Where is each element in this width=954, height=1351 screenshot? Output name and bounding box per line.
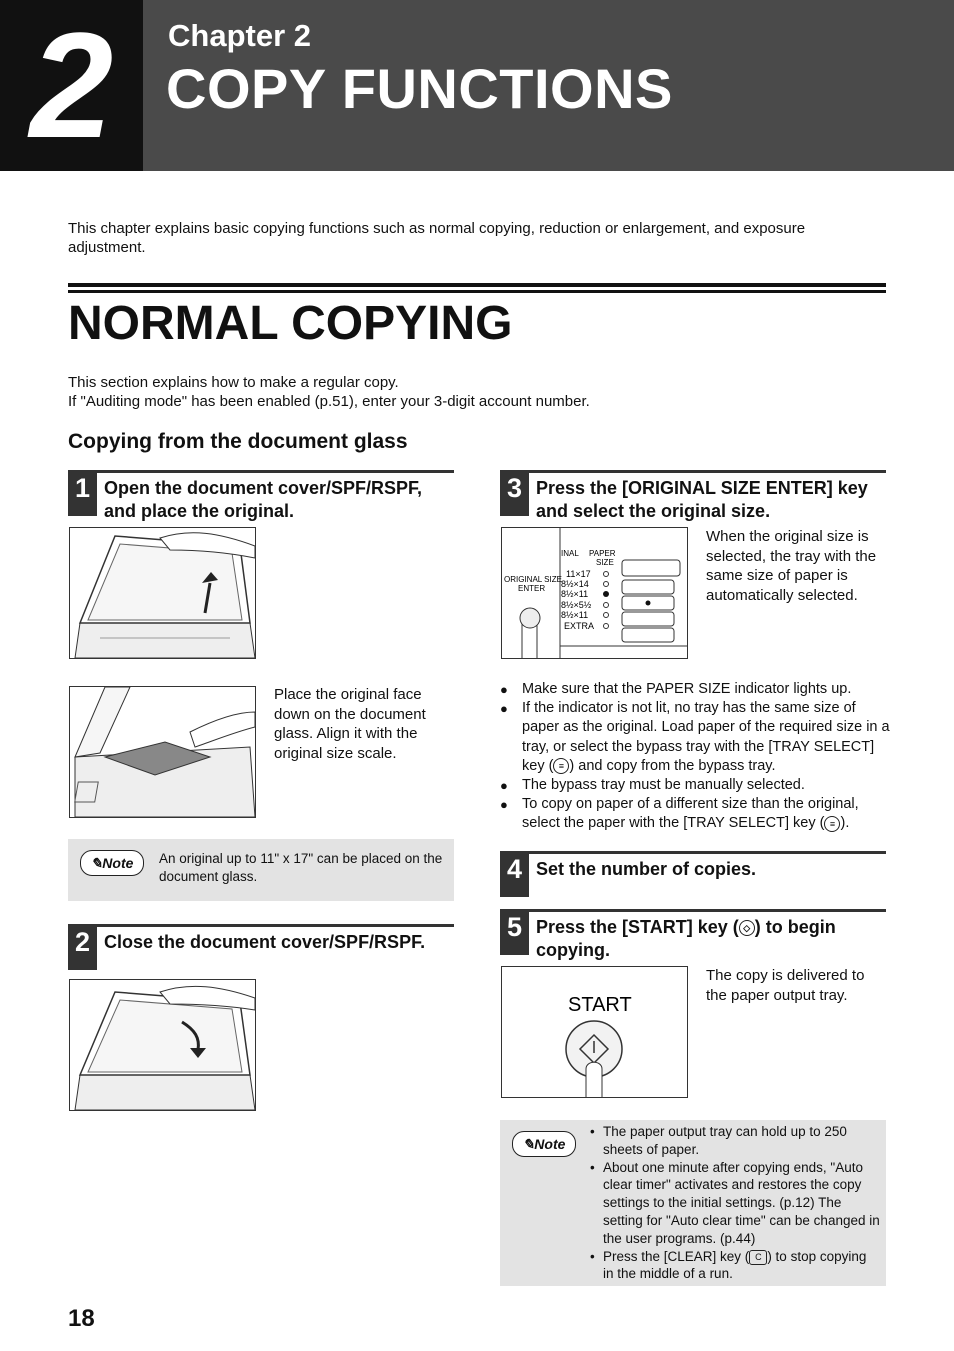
panel-size-label: 8½×5½ (561, 600, 592, 610)
step5-text: The copy is delivered to the paper output tray. (706, 967, 865, 1004)
panel-size-label: 8½×11 (561, 610, 589, 620)
note-badge (512, 1131, 576, 1157)
step-2 (68, 924, 454, 975)
step-title: Press the [ORIGINAL SIZE ENTER] key and select the original size. (536, 478, 868, 521)
step-number: 1 (68, 473, 97, 516)
section-intro-line: This section explains how to make a regular copy. (68, 374, 399, 391)
bullet-item (500, 795, 890, 833)
chapter-label: Chapter 2 (168, 18, 311, 53)
bullet-item (500, 680, 890, 699)
step1-text: Place the original face down on the document glass. Align it with the original size scale. (274, 686, 426, 762)
bullet-text: ). (840, 815, 850, 832)
panel-key-label: ENTER (518, 584, 546, 593)
start-label: START (568, 994, 632, 1016)
bullet-item (500, 699, 890, 776)
step-number: 5 (500, 912, 529, 955)
chapter-intro: This chapter explains basic copying functions such as normal copying, reduction or enlargement, and exposure adjustment. (68, 220, 806, 256)
note-bullet-text: ) to stop copying in the middle of a run. (603, 1248, 867, 1282)
section-rule (68, 283, 886, 287)
note-box (500, 1120, 886, 1286)
note-box (68, 839, 454, 901)
pencil-icon: ✎ (90, 855, 103, 871)
illustration-place-original (69, 686, 256, 818)
step3-bullets (500, 680, 890, 834)
step-number: 3 (500, 473, 529, 516)
illustration-start-key (501, 966, 688, 1098)
panel-paper-header: PAPER (589, 549, 616, 558)
panel-key-label: ORIGINAL SIZE (504, 575, 562, 584)
bullet-text: To copy on paper of a different size than the original, select the paper with the [TRAY SELECT] key ( (522, 796, 859, 832)
note-badge-label: Note (534, 1136, 566, 1152)
chapter-number: 2 (0, 0, 143, 171)
section-intro (68, 373, 886, 411)
step3-text: When the original size is selected, the tray with the same size of paper is automatically selected. (706, 528, 877, 604)
bullet-text: ) and copy from the bypass tray. (569, 757, 776, 774)
step-number: 4 (500, 854, 529, 897)
note-text: An original up to 11" x 17" can be placed on the document glass. (159, 851, 443, 884)
step-title: Set the number of copies. (536, 859, 757, 879)
subsection-title: Copying from the document glass (68, 430, 408, 453)
tray-select-key-icon: ≡ (553, 758, 569, 774)
note-badge (80, 850, 144, 876)
step-title-part: Press the [START] key ( (536, 917, 739, 937)
illustration-close-cover (69, 979, 256, 1111)
note-badge-label: Note (102, 855, 134, 871)
bullet-text: The bypass tray must be manually selected. (522, 777, 805, 794)
step-5 (500, 909, 886, 960)
chapter-title: COPY FUNCTIONS (166, 57, 673, 120)
panel-size-label: 11×17 (566, 569, 591, 579)
step-1 (68, 470, 454, 521)
panel-original-header: INAL (561, 549, 579, 558)
panel-size-label: 8½×14 (561, 579, 589, 589)
start-key-icon: ◇ (739, 920, 755, 936)
bullet-text: If the indicator is not lit, no tray has the same size of paper as the original. Load paper of the required size in a tray, or select the bypass tray with the [TRAY SELECT] key ( (522, 700, 890, 774)
step-title: Open the document cover/SPF/RSPF, and place the original. (104, 478, 423, 521)
step-3 (500, 470, 886, 521)
clear-key-icon: C (749, 1250, 767, 1265)
note-bullet (588, 1248, 880, 1284)
bullet-item (500, 776, 890, 795)
note-text (588, 1123, 880, 1283)
panel-size-label: 8½×11 (561, 589, 589, 599)
section-intro-line: If "Auditing mode" has been enabled (p.51), enter your 3-digit account number. (68, 393, 590, 410)
step-title-part: ) to begin copying. (536, 917, 836, 960)
tray-select-key-icon: ≡ (824, 816, 840, 832)
note-bullet-text: Press the [CLEAR] key ( (603, 1248, 750, 1264)
page-number: 18 (68, 1305, 95, 1332)
illustration-original-size-panel (501, 527, 688, 659)
panel-size-header: SIZE (596, 558, 614, 567)
pencil-icon: ✎ (522, 1136, 535, 1152)
section-title: NORMAL COPYING (68, 297, 513, 350)
bullet-text: Make sure that the PAPER SIZE indicator lights up. (522, 681, 852, 697)
step-title (536, 916, 886, 962)
step-title: Close the document cover/SPF/RSPF. (104, 932, 426, 952)
section-rule (68, 290, 886, 293)
note-bullet: • About one minute after copying ends, "Auto clear timer" activates and restores the copy settings to the initial settings. (p.12) The setting for "Auto clear time" can be changed in the user programs. (p.44) (588, 1159, 880, 1248)
illustration-open-cover (69, 527, 256, 659)
panel-size-label: EXTRA (564, 621, 595, 631)
note-bullet: • The paper output tray can hold up to 250 sheets of paper. (588, 1123, 880, 1159)
step-4 (500, 851, 886, 899)
step-number: 2 (68, 927, 97, 970)
